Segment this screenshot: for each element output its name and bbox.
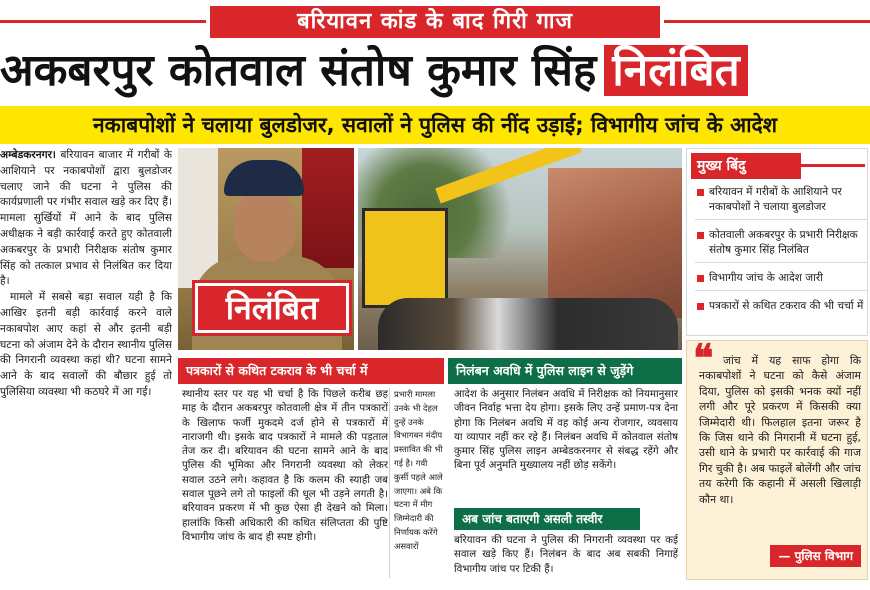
kicker-rule-right	[664, 20, 870, 23]
square-bullet-icon	[697, 303, 704, 310]
photo-background-flag	[302, 148, 354, 268]
headline-main: अकबरपुर कोतवाल संतोष कुमार सिंह	[0, 45, 597, 96]
column-divider	[389, 388, 390, 578]
key-point-text: पत्रकारों से कथित टकराव की भी चर्चा में	[709, 300, 864, 312]
quote-text: जांच में यह साफ होगा कि नकाबपोशों ने घटना को कैसे अंजाम दिया, पुलिस को इसकी भनक क्यों नहीं लगी और पूरे प्रकरण में किसकी क्या जिम्मेदारी थी। फिलहाल इतना जरूर है कि जिस थाने की निगरानी में घटना हुई, उसी थाने के प्रभारी पर कार्रवाई की गाज गिर चुकी है। अब फाइलें बोलेंगी और जांच तय करेगी कि कहानी में असली खिलाड़ी कौन था।	[699, 354, 861, 506]
lead-story	[0, 148, 172, 440]
crowd-silhouettes	[378, 298, 678, 350]
lead-paragraph-2-text: मामले में सबसे बड़ा सवाल यही है कि आखिर इतनी बड़ी कार्रवाई करने वाले नकाबपोश आए कहां से और इतनी बड़ी घटना को अंजाम देने के दौरान स्थानीय पुलिस की निगरानी व्यवस्था कहां थी? घटना सामने आने के बाद सवालों की बौछार हुई तो पुलिसिया व्यवस्था भी कठघरे में आ गई।	[0, 291, 172, 398]
journalists-story-box	[178, 358, 444, 586]
suspension-heading: निलंबन अवधि में पुलिस लाइन से जुड़ेंगे	[448, 358, 682, 384]
investigation-subheading: अब जांच बताएगी असली तस्वीर	[454, 508, 640, 530]
lead-paragraph-1-text: बरियावन बाजार में गरीबों के आशियाने पर नकाबपोशों द्वारा बुलडोजर चलाए जाने की घटना ने पुलिस की कार्यप्रणाली पर गंभीर सवाल खड़े कर दिए हैं। मामला सुर्खियों में आने के बाद पुलिस अधीक्षक ने बड़ी कार्रवाई करते हुए कोतवाली अकबरपुर के प्रभारी निरीक्षक संतोष कुमार सिंह को तत्काल प्रभाव से निलंबित कर दिया है।	[0, 149, 172, 288]
lead-paragraph-1	[0, 148, 172, 290]
key-point-text: कोतवाली अकबरपुर के प्रभारी निरीक्षक संतोष कुमार सिंह निलंबित	[709, 229, 858, 256]
journalists-heading: पत्रकारों से कथित टकराव के भी चर्चा में	[178, 358, 444, 384]
quote-source: — पुलिस विभाग	[770, 545, 861, 567]
officer-face	[234, 192, 296, 262]
key-point-item	[695, 271, 867, 291]
square-bullet-icon	[697, 189, 704, 196]
bulldozer-photo	[358, 148, 682, 350]
quote-mark-icon: ❝	[693, 335, 714, 380]
dateline: अम्बेडकरनगर।	[0, 149, 56, 161]
key-points-list	[695, 185, 867, 326]
suspended-stamp: निलंबित	[192, 280, 352, 336]
journalists-text: स्थानीय स्तर पर यह भी चर्चा है कि पिछले करीब छह माह के दौरान अकबरपुर कोतवाली क्षेत्र में तीन पत्रकारों के खिलाफ फर्जी मुकदमे दर्ज होने से पत्रकारों में नाराजगी थी। इसके बाद पत्रकारों ने मामले की पड़ताल तेज कर दी। बरियावन की घटना सामने आने के बाद पुलिस की भूमिका और निगरानी व्यवस्था को लेकर सवाल उठने लगे। कहावत है कि कलम की स्याही जब सवाल पूछने लगे तो फाइलों की धूल भी उड़ने लगती है। बरियावन प्रकरण में भी कुछ ऐसा ही देखने को मिला। हालांकि किसी अधिकारी की कथित संलिप्तता की पुष्टि विभागीय जांच के बाद ही स्पष्ट होगी।	[182, 389, 388, 543]
bulldozer-cabin	[362, 208, 448, 308]
key-point-item	[695, 185, 867, 220]
subheadline: नकाबपोशों ने चलाया बुलडोजर, सवालों ने पुलिस की नींद उड़ाई; विभागीय जांच के आदेश	[0, 106, 870, 144]
investigation-text: बरियावन की घटना ने पुलिस की निगरानी व्यवस्था पर कई सवाल खड़े किए हैं। निलंबन के बाद अब सबकी निगाहें विभागीय जांच पर टिकी हैं।	[454, 535, 678, 575]
suspension-story-box	[448, 358, 682, 586]
headline-highlight: निलंबित	[604, 45, 747, 96]
key-points-rule	[801, 164, 865, 167]
kicker-rule-left	[0, 20, 206, 23]
quote-box	[686, 335, 868, 580]
key-point-text: बरियावन में गरीबों के आशियाने पर नकाबपोशों ने चलाया बुलडोजर	[709, 186, 842, 213]
key-points-box	[686, 148, 868, 336]
lead-paragraph-2	[0, 290, 172, 401]
headline	[0, 40, 870, 102]
key-point-item	[695, 228, 867, 263]
key-point-text: विभागीय जांच के आदेश जारी	[709, 272, 823, 284]
key-points-title: मुख्य बिंदु	[691, 153, 801, 179]
journalists-side-text: प्रभारी मामला उनके भी देहल दुन्हें उनके विभागबन मंदीप प्रस्तावित की भी गई है। गवी कुर्सी पहले आले जाएगा। अबे कि घटना में मीग जिम्मेदारी की निर्णायक करेंगे असवारों	[394, 389, 443, 551]
demolished-house	[548, 168, 682, 318]
square-bullet-icon	[697, 232, 704, 239]
key-point-item	[695, 299, 867, 318]
officer-cap	[224, 160, 304, 196]
kicker-banner: बरियावन कांड के बाद गिरी गाज	[210, 6, 660, 38]
suspension-text: आदेश के अनुसार निलंबन अवधि में निरीक्षक को नियमानुसार जीवन निर्वाह भत्ता देय होगा। इसके लिए उन्हें प्रमाण-पत्र देना होगा कि निलंबन अवधि में वह कोई अन्य रोजगार, व्यवसाय या व्यापार नहीं कर रहे हैं। निलंबन अवधि में कोतवाल संतोष कुमार सिंह पुलिस लाइन अम्बेडकरनगर से संबद्ध रहेंगे और बिना पूर्व अनुमति मुख्यालय नहीं छोड़ सकेंगे।	[454, 389, 678, 472]
square-bullet-icon	[697, 275, 704, 282]
